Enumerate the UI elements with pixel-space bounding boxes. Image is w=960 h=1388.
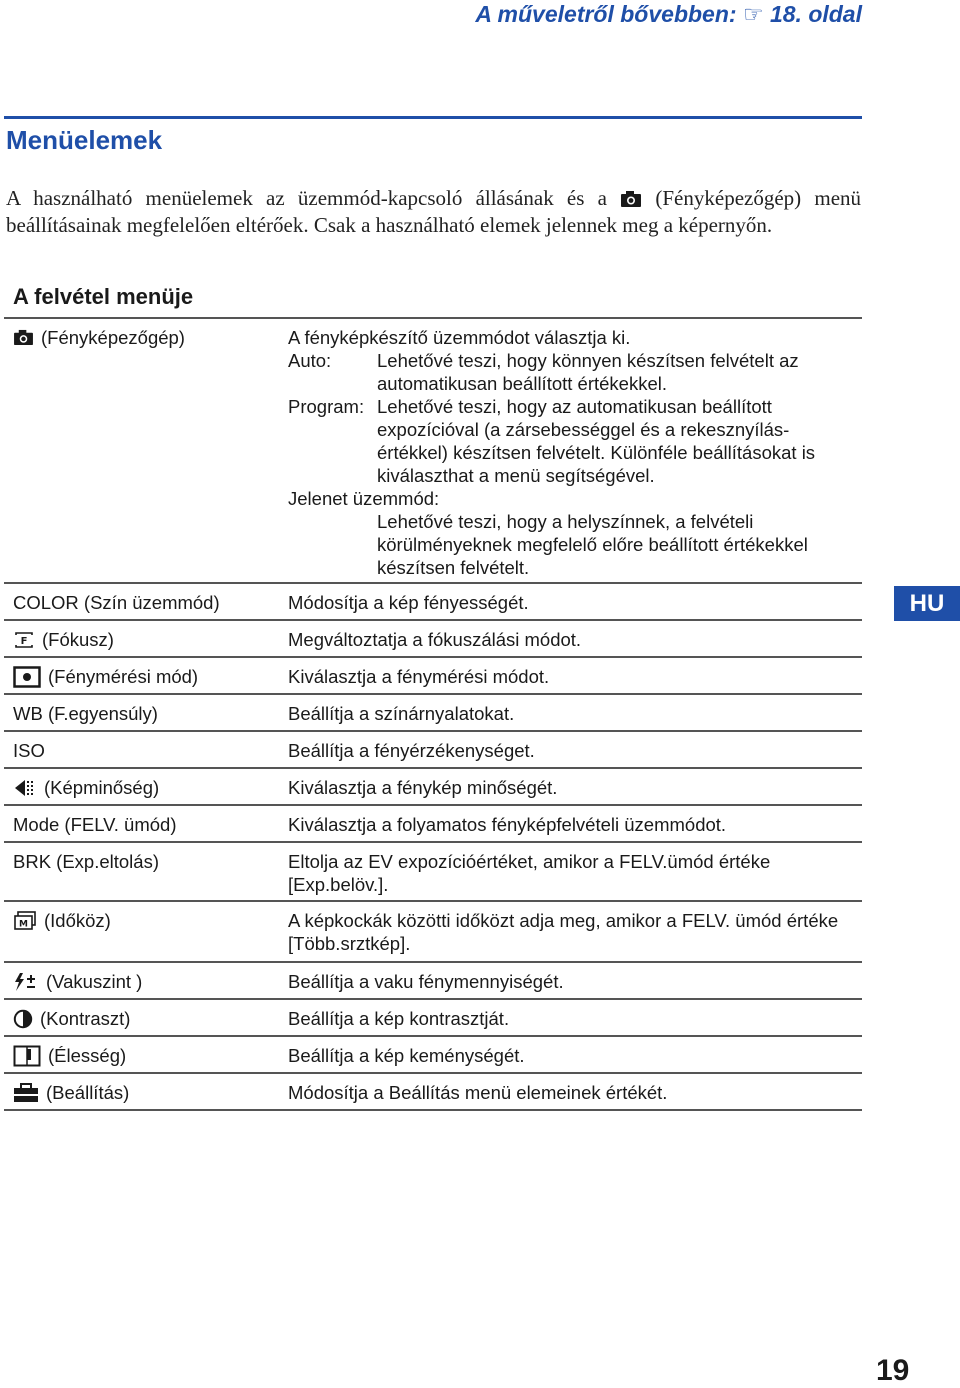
mode-auto [288, 349, 858, 395]
row-description: Megváltoztatja a fókuszálási módot. [288, 629, 582, 650]
row-label-text: WB (F.egyensúly) [13, 703, 158, 724]
subheading: A felvétel menüje [13, 284, 194, 309]
intro-part2: (Fényképezőgép) menü beállításainak megfelelően eltérőek. Csak a használható elemek jelennek meg a képernyőn. [6, 186, 862, 237]
page-number: 19 [876, 1354, 910, 1387]
row-label-text: (Időköz) [44, 910, 111, 931]
row-label-text: (Képminőség) [44, 777, 160, 798]
table-row [4, 902, 862, 963]
row-label [13, 850, 159, 873]
svg-text:M: M [19, 919, 28, 929]
page-reference [475, 0, 862, 28]
row-label [13, 970, 142, 993]
table-row [4, 963, 862, 1000]
mode-scene-value: Lehetővé teszi, hogy a helyszínnek, a felvételi körülményeknek megfelelő előre beállított értékekkel készítsen felvételt. [377, 511, 808, 578]
row-label [13, 1044, 126, 1067]
reference-text: A műveletről bővebben: [475, 1, 737, 27]
contrast-icon [13, 1009, 33, 1029]
table-row [4, 319, 862, 584]
row-label-text: (Kontraszt) [40, 1008, 131, 1029]
row-description: Módosítja a kép fényességét. [288, 592, 529, 613]
metering-icon [13, 666, 41, 688]
row-label [13, 1081, 129, 1104]
row-label [13, 813, 177, 836]
title-rule [4, 116, 862, 119]
row-label-text: (Fényképezőgép) [41, 327, 185, 348]
row-label-text: (Beállítás) [46, 1082, 130, 1103]
camera-icon [620, 190, 642, 208]
table-row [4, 1000, 862, 1037]
reference-page: 18. oldal [769, 1, 862, 27]
camera-icon [13, 329, 34, 346]
row-description [288, 326, 858, 579]
row-description: A képkockák közötti időközt adja meg, amikor a FELV. ümód értéke [Több.srztkép]. [288, 910, 839, 954]
table-row [4, 1037, 862, 1074]
row-description: Eltolja az EV expozícióértéket, amikor a FELV.ümód értéke [Exp.belöv.]. [288, 851, 771, 895]
focus-icon [13, 631, 35, 649]
row-label [13, 909, 111, 932]
row-label [13, 776, 159, 799]
row-label-text: COLOR (Szín üzemmód) [13, 592, 220, 613]
row-label-text: ISO [13, 740, 45, 761]
setup-toolbox-icon [13, 1083, 39, 1103]
image-quality-icon [13, 778, 37, 798]
table-row [4, 806, 862, 843]
table-row [4, 621, 862, 658]
row-label [13, 628, 114, 651]
row-label [13, 665, 198, 688]
table-row [4, 1074, 862, 1111]
row-description: Kiválasztja a fénykép minőségét. [288, 777, 558, 798]
row-description: Kiválasztja a folyamatos fényképfelvételi üzemmódot. [288, 814, 727, 835]
intro-paragraph [6, 185, 861, 238]
sharpness-icon [13, 1045, 41, 1067]
row-label-text: (Élesség) [48, 1045, 127, 1066]
row-label-text: BRK (Exp.eltolás) [13, 851, 159, 872]
section-title: Menüelemek [6, 125, 163, 155]
language-tab: HU [894, 586, 960, 621]
row-description: Beállítja a színárnyalatokat. [288, 703, 515, 724]
row-desc-text: A fényképkészítő üzemmódot választja ki. [288, 327, 631, 348]
row-label [13, 326, 185, 349]
table-row [4, 769, 862, 806]
row-label-text: (Vakuszint ) [46, 971, 143, 992]
mode-program-key: Program: [288, 396, 365, 417]
table-row [4, 695, 862, 732]
table-row [4, 658, 862, 695]
table-row [4, 843, 862, 902]
mode-auto-key: Auto: [288, 350, 332, 371]
row-description: Beállítja a kép kontrasztját. [288, 1008, 510, 1029]
mode-scene-key: Jelenet üzemmód: [288, 488, 440, 509]
mode-program-value: Lehetővé teszi, hogy az automatikusan beállított expozícióval (a zársebességgel és a rekesznyílás-értékkel) készítsen felvételt. Különféle beállításokat is kiválaszthat a menü segítségével. [377, 396, 816, 486]
row-description: Beállítja a fényérzékenységet. [288, 740, 535, 761]
row-label [13, 739, 45, 762]
row-description: Beállítja a kép keménységét. [288, 1045, 525, 1066]
svg-text:F: F [20, 635, 28, 647]
intro-part1: A használható menüelemek az üzemmód-kapcsoló állásának és a [6, 186, 607, 210]
row-label-text: Mode (FELV. ümód) [13, 814, 177, 835]
table-row [4, 732, 862, 769]
mode-auto-value: Lehetővé teszi, hogy könnyen készítsen felvételt az automatikusan beállított értékekkel. [377, 350, 799, 394]
row-label-text: (Fénymérési mód) [48, 666, 199, 687]
mode-program [288, 395, 858, 487]
row-label-text: (Fókusz) [42, 629, 114, 650]
interval-icon [13, 911, 37, 931]
row-label [13, 1007, 130, 1030]
row-description: Módosítja a Beállítás menü elemeinek értékét. [288, 1082, 668, 1103]
row-label [13, 591, 220, 614]
flash-level-icon [13, 972, 39, 992]
row-label [13, 702, 158, 725]
row-description: Kiválasztja a fénymérési módot. [288, 666, 550, 687]
pointing-hand-icon: ☞ [742, 1, 764, 27]
table-row [4, 584, 862, 621]
row-description: Beállítja a vaku fénymennyiségét. [288, 971, 564, 992]
